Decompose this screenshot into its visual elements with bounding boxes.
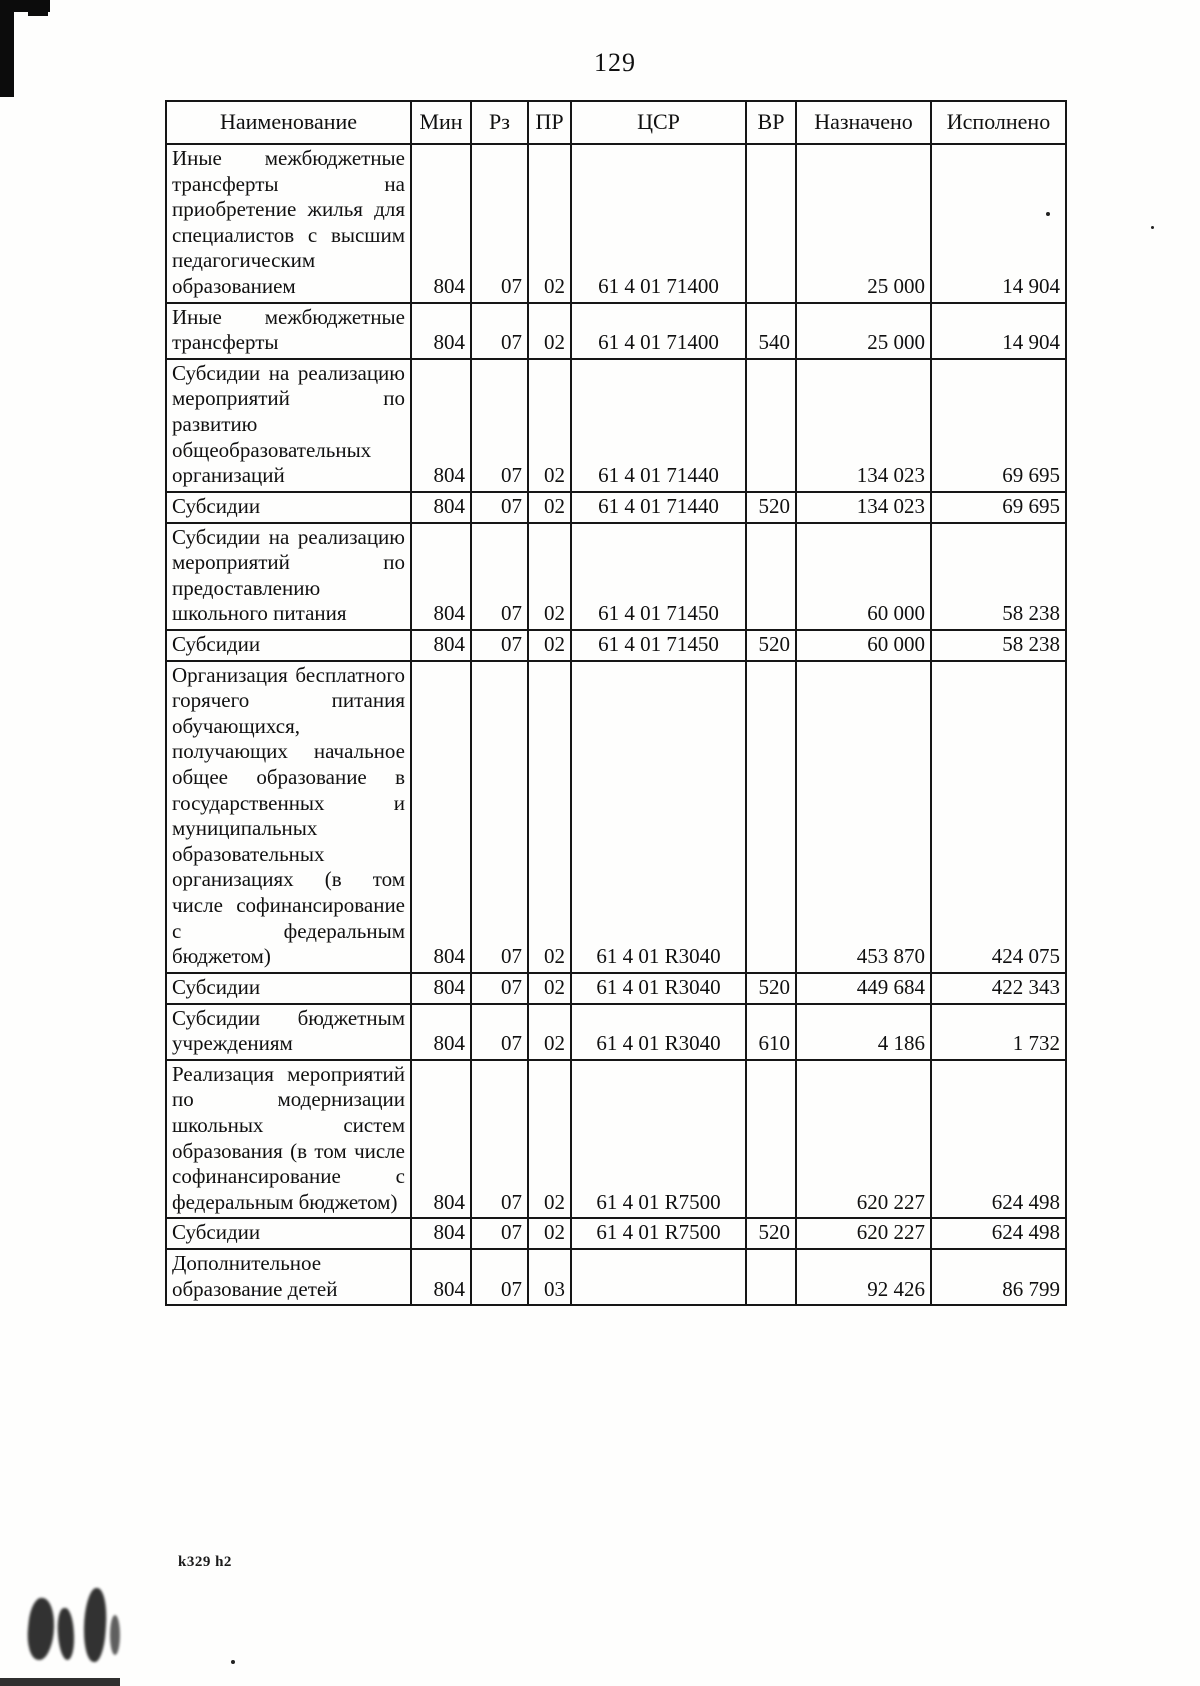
rz-cell: 07: [471, 630, 528, 661]
scan-ink-smudge: [25, 1597, 57, 1661]
footer-code: k329 h2: [178, 1554, 232, 1570]
name-cell: Дополнительное образование детей: [166, 1249, 411, 1305]
scan-artifact-left-bar: [0, 0, 14, 97]
header-min: Мин: [411, 101, 471, 144]
csr-cell: 61 4 01 71440: [571, 492, 746, 523]
csr-cell: 61 4 01 71450: [571, 630, 746, 661]
executed-cell: 69 695: [931, 492, 1066, 523]
min-cell: 804: [411, 492, 471, 523]
scan-ink-smudge: [110, 1615, 120, 1655]
min-cell: 804: [411, 973, 471, 1004]
executed-cell: 1 732: [931, 1004, 1066, 1060]
table-header: [166, 101, 1066, 144]
vr-cell: 520: [746, 630, 796, 661]
header-rz: Рз: [471, 101, 528, 144]
min-cell: 804: [411, 630, 471, 661]
rz-cell: 07: [471, 973, 528, 1004]
pr-cell: 02: [528, 1004, 571, 1060]
assigned-cell: 25 000: [796, 303, 931, 359]
header-assigned: Назначено: [796, 101, 931, 144]
pr-cell: 02: [528, 1218, 571, 1249]
executed-cell: 69 695: [931, 359, 1066, 492]
scan-artifact-bottom-strip: [0, 1678, 120, 1686]
executed-cell: 624 498: [931, 1218, 1066, 1249]
pr-cell: 02: [528, 144, 571, 303]
scan-speck: [231, 1660, 235, 1664]
vr-cell: 540: [746, 303, 796, 359]
header-csr: ЦСР: [571, 101, 746, 144]
rz-cell: 07: [471, 303, 528, 359]
vr-cell: [746, 144, 796, 303]
pr-cell: 03: [528, 1249, 571, 1305]
pr-cell: 02: [528, 1060, 571, 1219]
table-row: [166, 303, 1066, 359]
assigned-cell: 620 227: [796, 1218, 931, 1249]
table-row: [166, 523, 1066, 630]
vr-cell: [746, 661, 796, 973]
name-cell: Иные межбюджетные трансферты: [166, 303, 411, 359]
header-row: [166, 101, 1066, 144]
vr-cell: 520: [746, 973, 796, 1004]
scan-ink-smudge: [81, 1587, 108, 1662]
header-pr: ПР: [528, 101, 571, 144]
table-row: [166, 973, 1066, 1004]
pr-cell: 02: [528, 359, 571, 492]
min-cell: 804: [411, 359, 471, 492]
scan-artifact-top-notch: [28, 0, 48, 16]
table-row: [166, 359, 1066, 492]
min-cell: 804: [411, 144, 471, 303]
assigned-cell: 25 000: [796, 144, 931, 303]
name-cell: Субсидии: [166, 973, 411, 1004]
min-cell: 804: [411, 523, 471, 630]
assigned-cell: 453 870: [796, 661, 931, 973]
table-body: [166, 144, 1066, 1305]
rz-cell: 07: [471, 523, 528, 630]
header-name: Наименование: [166, 101, 411, 144]
name-cell: Субсидии: [166, 630, 411, 661]
name-cell: Субсидии: [166, 1218, 411, 1249]
assigned-cell: 134 023: [796, 492, 931, 523]
pr-cell: 02: [528, 973, 571, 1004]
name-cell: Субсидии бюджетным учреждениям: [166, 1004, 411, 1060]
csr-cell: 61 4 01 71400: [571, 303, 746, 359]
vr-cell: [746, 1060, 796, 1219]
rz-cell: 07: [471, 1060, 528, 1219]
vr-cell: 520: [746, 1218, 796, 1249]
budget-table: [165, 100, 1067, 1306]
scan-speck: [1151, 226, 1154, 229]
rz-cell: 07: [471, 492, 528, 523]
name-cell: Реализация мероприятий по модернизации школьных систем образования (в том числе софинансирование с федеральным бюджетом): [166, 1060, 411, 1219]
assigned-cell: 4 186: [796, 1004, 931, 1060]
executed-cell: 58 238: [931, 630, 1066, 661]
min-cell: 804: [411, 1249, 471, 1305]
assigned-cell: 134 023: [796, 359, 931, 492]
page-number: 129: [594, 48, 636, 77]
rz-cell: 07: [471, 144, 528, 303]
executed-cell: 422 343: [931, 973, 1066, 1004]
pr-cell: 02: [528, 630, 571, 661]
scan-ink-smudge: [56, 1607, 76, 1660]
csr-cell: 61 4 01 R3040: [571, 1004, 746, 1060]
name-cell: Организация бесплатного горячего питания обучающихся, получающих начальное общее образование в государственных и муниципальных образовательных организациях (в том числе софинансирование с федеральным бюджетом): [166, 661, 411, 973]
min-cell: 804: [411, 1060, 471, 1219]
min-cell: 804: [411, 1218, 471, 1249]
min-cell: 804: [411, 661, 471, 973]
header-executed: Исполнено: [931, 101, 1066, 144]
name-cell: Иные межбюджетные трансферты на приобретение жилья для специалистов с высшим педагогическим образованием: [166, 144, 411, 303]
executed-cell: 14 904: [931, 144, 1066, 303]
assigned-cell: 60 000: [796, 523, 931, 630]
executed-cell: 424 075: [931, 661, 1066, 973]
name-cell: Субсидии: [166, 492, 411, 523]
executed-cell: 86 799: [931, 1249, 1066, 1305]
table-row: [166, 1218, 1066, 1249]
vr-cell: [746, 523, 796, 630]
pr-cell: 02: [528, 523, 571, 630]
csr-cell: 61 4 01 R3040: [571, 661, 746, 973]
csr-cell: 61 4 01 R3040: [571, 973, 746, 1004]
rz-cell: 07: [471, 1218, 528, 1249]
executed-cell: 14 904: [931, 303, 1066, 359]
name-cell: Субсидии на реализацию мероприятий по развитию общеобразовательных организаций: [166, 359, 411, 492]
table-row: [166, 144, 1066, 303]
assigned-cell: 92 426: [796, 1249, 931, 1305]
table-row: [166, 661, 1066, 973]
table-row: [166, 1004, 1066, 1060]
csr-cell: 61 4 01 71450: [571, 523, 746, 630]
pr-cell: 02: [528, 303, 571, 359]
csr-cell: 61 4 01 71400: [571, 144, 746, 303]
min-cell: 804: [411, 1004, 471, 1060]
executed-cell: 624 498: [931, 1060, 1066, 1219]
csr-cell: [571, 1249, 746, 1305]
rz-cell: 07: [471, 1249, 528, 1305]
table-row: [166, 492, 1066, 523]
table-row: [166, 1249, 1066, 1305]
vr-cell: [746, 1249, 796, 1305]
min-cell: 804: [411, 303, 471, 359]
table-row: [166, 630, 1066, 661]
header-vr: ВР: [746, 101, 796, 144]
vr-cell: [746, 359, 796, 492]
csr-cell: 61 4 01 R7500: [571, 1218, 746, 1249]
vr-cell: 520: [746, 492, 796, 523]
table-row: [166, 1060, 1066, 1219]
csr-cell: 61 4 01 R7500: [571, 1060, 746, 1219]
rz-cell: 07: [471, 661, 528, 973]
pr-cell: 02: [528, 661, 571, 973]
name-cell: Субсидии на реализацию мероприятий по предоставлению школьного питания: [166, 523, 411, 630]
assigned-cell: 449 684: [796, 973, 931, 1004]
pr-cell: 02: [528, 492, 571, 523]
assigned-cell: 60 000: [796, 630, 931, 661]
assigned-cell: 620 227: [796, 1060, 931, 1219]
vr-cell: 610: [746, 1004, 796, 1060]
rz-cell: 07: [471, 359, 528, 492]
csr-cell: 61 4 01 71440: [571, 359, 746, 492]
rz-cell: 07: [471, 1004, 528, 1060]
executed-cell: 58 238: [931, 523, 1066, 630]
